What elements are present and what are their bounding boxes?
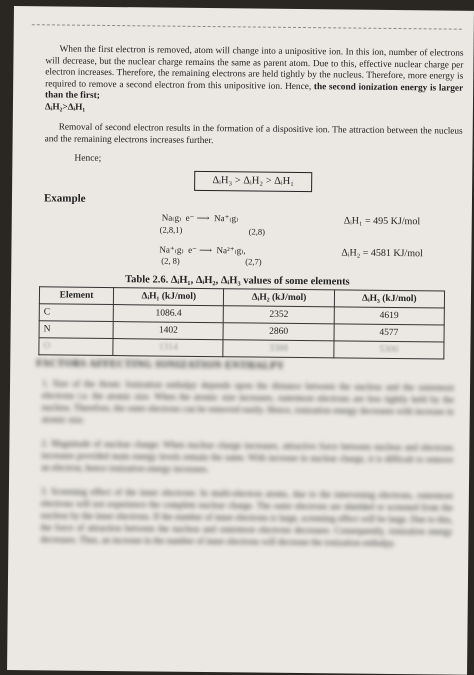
reaction-2-config-product: (2,7) bbox=[245, 256, 262, 267]
table-cell: 1086.4 bbox=[113, 305, 223, 323]
reaction-1-reactant: Na₍g₎ bbox=[161, 212, 182, 223]
table-header: ΔᵢH₂ (kJ/mol) bbox=[224, 289, 334, 307]
table-cell: 4619 bbox=[334, 307, 444, 325]
order-equation-box: ΔᵢH₃ > ΔᵢH₂ > ΔᵢH₁ bbox=[194, 171, 312, 192]
table-cell: 5300 bbox=[334, 341, 444, 359]
table-caption: Table 2.6. ΔᵢH₁, ΔᵢH₂, ΔᵢH₃ values of some elements bbox=[125, 274, 350, 288]
reaction-1-product: Na⁺₍g₎ bbox=[214, 213, 239, 224]
table-cell: 1402 bbox=[113, 322, 223, 340]
paragraph1-relation: ΔᵢH₂>ΔᵢH₁ bbox=[44, 102, 86, 113]
table-cell: 3388 bbox=[223, 340, 333, 358]
reaction-1-arrow: e⁻ ⟶ bbox=[185, 212, 210, 224]
table-cell: 1314 bbox=[113, 339, 223, 357]
paragraph-second-ionization bbox=[45, 44, 464, 118]
example-heading: Example bbox=[43, 192, 86, 205]
reaction-1-config-reactant: (2,8,1) bbox=[159, 224, 183, 235]
table-header: Element bbox=[39, 287, 113, 305]
reaction-2-value: ΔᵢH₂ = 4581 KJ/mol bbox=[341, 247, 423, 260]
paragraph1-text: When the first electron is removed, atom will change into a unipositive ion. In this ion, number of electrons will decrease, but the nuclear charge remains the same as parent atom. Due to this, effective nuclear charge per electron increases. Therefore, the remaining electrons are held tightly by the nucleus. Therefore, more energy is required to remove a second electron from this unipositive ion. Hence, bbox=[45, 44, 464, 92]
table-cell: 2352 bbox=[224, 306, 334, 324]
reaction-1 bbox=[162, 213, 239, 225]
top-rule bbox=[32, 24, 462, 30]
paragraph1-bold: the second ionization energy is larger than the first; bbox=[45, 81, 464, 102]
table-cell: C bbox=[39, 304, 113, 322]
table-cell: N bbox=[39, 321, 113, 339]
hence-label: Hence; bbox=[74, 153, 102, 164]
reaction-2-product: Na²⁺₍g₎, bbox=[216, 245, 246, 256]
section-heading: FACTORS AFFECTING IONIZATION ENTHALPY bbox=[36, 358, 285, 372]
table-cell: 2860 bbox=[223, 323, 333, 341]
reaction-1-value: ΔᵢH₁ = 495 KJ/mol bbox=[343, 215, 421, 228]
table-cell: O bbox=[39, 338, 113, 356]
reaction-2-arrow: e⁻ ⟶ bbox=[188, 244, 213, 256]
list-item: 1. Size of the Atom: Ionization enthalpy depends upon the distance between the nucleus and the outermost electrons i.e. the atomic size. When the atomic size increases, outermost electrons are less tightly held by the nucleus. Therefore, the outer electrons can be removed easily. Hence, ionization energy decreases with increase in atomic size. bbox=[41, 378, 455, 425]
textbook-page bbox=[7, 6, 474, 675]
table-header: ΔᵢH₃ (kJ/mol) bbox=[334, 290, 444, 308]
table-cell: 4577 bbox=[334, 324, 444, 342]
list-item: 2. Magnitude of nuclear charge: When nuclear charge increases, attractive force between nucleus and electrons increases provided main energy levels remain the same. With increase in nuclear charge, it is difficult to remove an electron, hence ionization energy increases. bbox=[41, 438, 454, 475]
reaction-2 bbox=[159, 245, 245, 257]
table-row bbox=[39, 338, 444, 359]
reaction-1-config-product: (2,8) bbox=[248, 226, 266, 237]
list-item: 3. Screening effect of the inner electrons: In multi-electron atoms, due to the intervening electrons, outermost electrons will not experience the complete nuclear charge. The outer electrons are shielded or screened from the nucleus by the inner electrons. If the number of inner electrons is large, screening effect will be large. Due to this, the force of attraction between the nucleus and outermost electrons decreases. Consequently, ionization energy decreases. Thus, an increase in the number of inner electrons will decrease the ionization enthalpy. bbox=[40, 486, 453, 549]
paragraph-dispositive-ion: Removal of second electron results in the formation of a dispositive ion. The attraction between the nucleus and the remaining electrons increases further. bbox=[44, 122, 463, 146]
reaction-2-config-reactant: (2, 8) bbox=[161, 255, 180, 266]
table-header: ΔᵢH₁ (kJ/mol) bbox=[114, 288, 224, 306]
ionization-table bbox=[38, 286, 445, 359]
blurred-lower-section bbox=[32, 358, 454, 561]
reaction-2-reactant: Na⁺₍g₎ bbox=[159, 244, 184, 255]
